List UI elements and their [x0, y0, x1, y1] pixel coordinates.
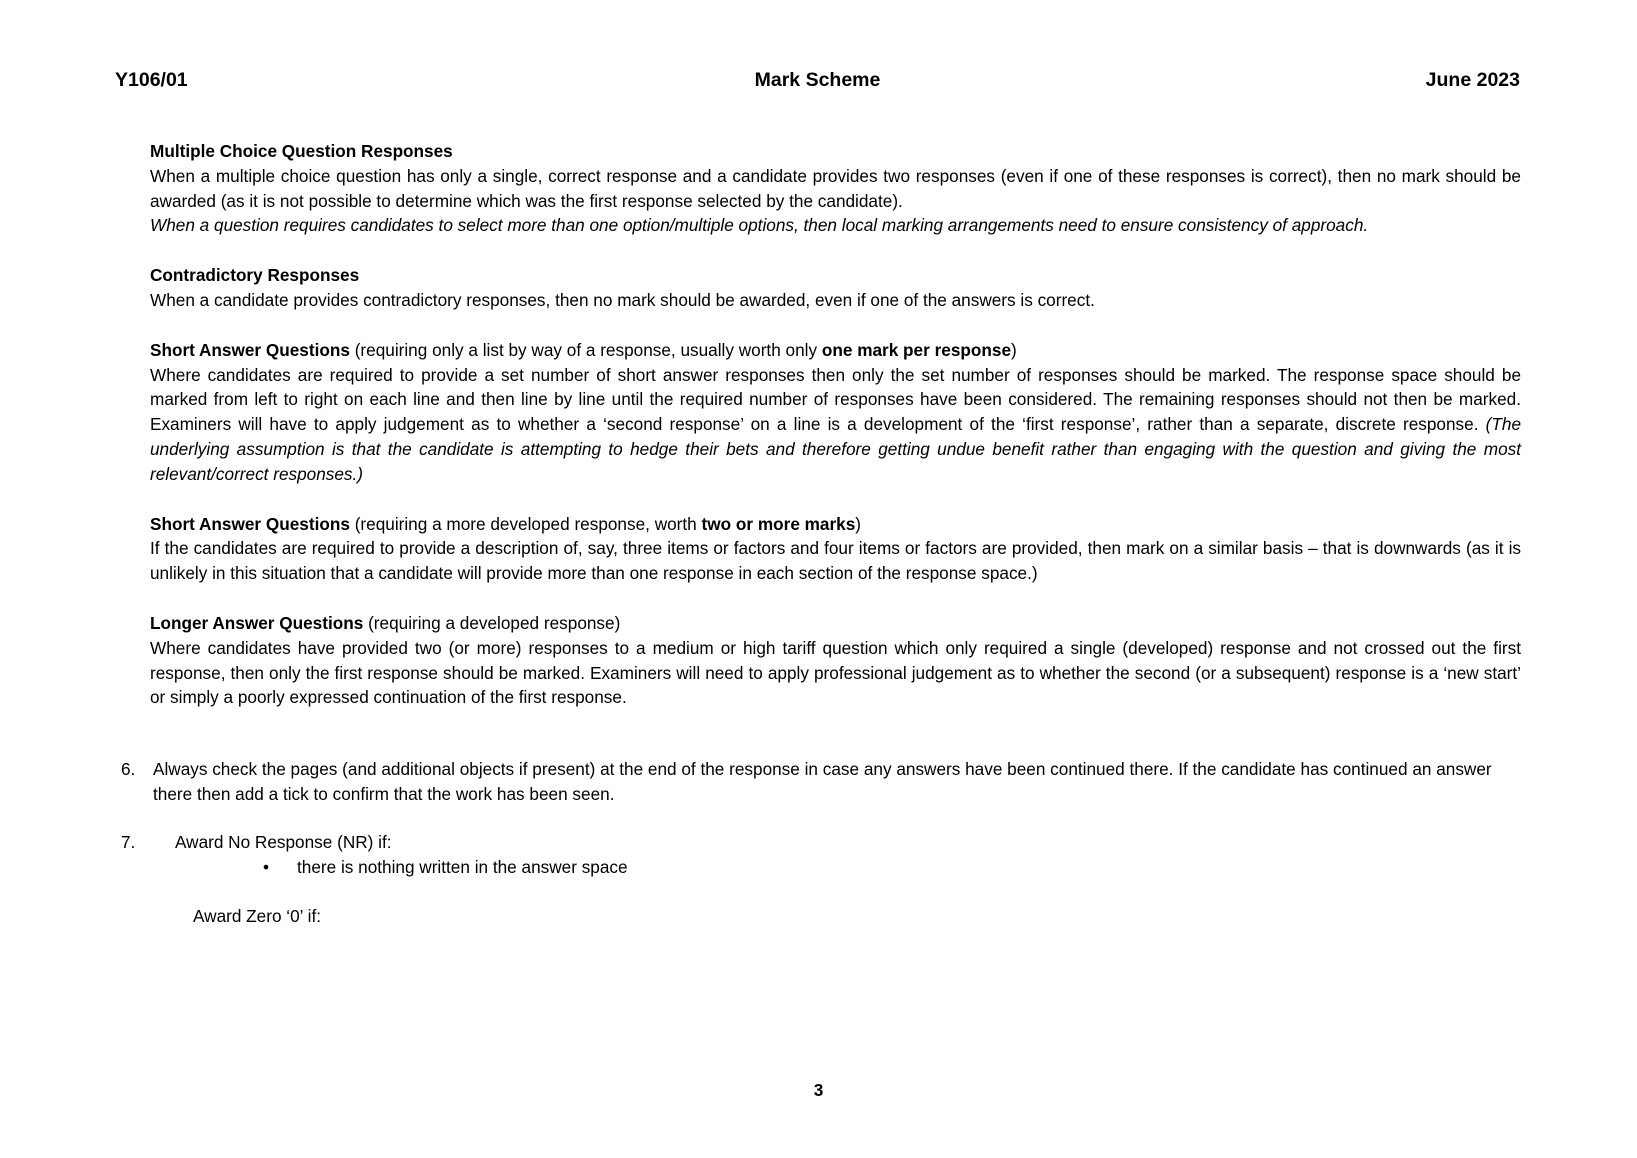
heading-bold-text: Short Answer Questions	[150, 513, 350, 534]
numbered-items	[121, 757, 1521, 929]
section-paragraph: Where candidates have provided two (or more) responses to a medium or high tariff question which only required a single (developed) response and not crossed out the first response, then only the first response should be marked. Examiners will need to apply professional judgement as to whether the second (or a subsequent) response is a ‘new start’ or simply a poorly expressed continuation of the first response.	[150, 637, 1521, 708]
section-paragraph: When a multiple choice question has only a single, correct response and a candidate provides two responses (even if one of these responses is correct), then no mark should be awarded (as it is not possible to determine which was the first response selected by the candidate).	[150, 165, 1521, 211]
item-text: Always check the pages (and additional objects if present) at the end of the response in case any answers have been continued there. If the candidate has continued an answer there then add a tick to confirm that the work has been seen.	[153, 759, 1492, 804]
section-heading	[150, 611, 1521, 636]
section-heading: Contradictory Responses	[150, 265, 360, 286]
document-body	[121, 139, 1521, 929]
item-text: Award No Response (NR) if:	[175, 831, 392, 852]
bullet-list-item	[175, 855, 1521, 880]
page-header	[115, 68, 1520, 93]
heading-normal-text: (requiring a more developed response, worth	[349, 513, 702, 534]
heading-bold-text: Longer Answer Questions	[150, 612, 364, 633]
bullet-text: there is nothing written in the answer space	[297, 856, 628, 877]
heading-bold-text: two or more marks	[701, 513, 856, 534]
list-item-7	[121, 830, 1521, 880]
heading-bold-text: one mark per response	[821, 339, 1011, 360]
doc-date: June 2023	[1425, 69, 1520, 91]
bullet-icon: •	[263, 856, 270, 877]
section-heading: Multiple Choice Question Responses	[150, 141, 453, 161]
section-contradictory	[150, 263, 1521, 313]
list-item-6	[121, 757, 1521, 807]
section-short-answer-list	[150, 338, 1521, 487]
section-heading	[150, 338, 1521, 363]
item-number: 6.	[121, 759, 136, 780]
heading-normal-text: )	[855, 513, 862, 534]
section-paragraph: When a candidate provides contradictory responses, then no mark should be awarded, even if one of the answers is correct.	[150, 289, 1095, 310]
doc-code: Y106/01	[115, 69, 188, 91]
section-longer-answer	[150, 611, 1521, 710]
item-number: 7.	[121, 831, 136, 852]
section-short-answer-developed	[150, 512, 1521, 586]
paragraph-italic-run: (The underlying assumption is that the candidate is attempting to hedge their bets and therefore getting undue benefit rather than engaging with the question and giving the most relevant/correct responses.)	[150, 414, 1521, 484]
heading-normal-text: (requiring only a list by way of a response, usually worth only	[349, 339, 822, 360]
heading-normal-text: )	[1011, 339, 1017, 360]
section-paragraph-italic: When a question requires candidates to select more than one option/multiple options, then local marking arrangements need to ensure consistency of approach.	[150, 215, 1369, 236]
paragraph-normal-run: Where candidates are required to provide a set number of short answer responses then only the set number of responses should be marked. The response space should be marked from left to right on each line and then line by line until the required number of responses have been considered. The remaining responses should not then be marked. Examiners will have to apply judgement as to whether a ‘second response’ on a line is a development of the ‘first response’, rather than a separate, discrete response.	[150, 364, 1521, 435]
section-multiple-choice	[150, 139, 1521, 238]
heading-bold-text: Short Answer Questions	[150, 339, 350, 360]
section-paragraph: If the candidates are required to provide a description of, say, three items or factors and four items or factors are provided, then mark on a similar basis – that is downwards (as it is unlikely in this situation that a candidate will provide more than one response in each section of the response space.)	[150, 538, 1521, 584]
heading-normal-text: (requiring a developed response)	[363, 612, 621, 633]
section-heading	[150, 512, 1521, 537]
doc-title: Mark Scheme	[754, 69, 881, 91]
section-paragraph	[150, 363, 1521, 487]
award-zero-line: Award Zero ‘0’ if:	[193, 906, 321, 927]
page-number: 3	[813, 1080, 824, 1100]
